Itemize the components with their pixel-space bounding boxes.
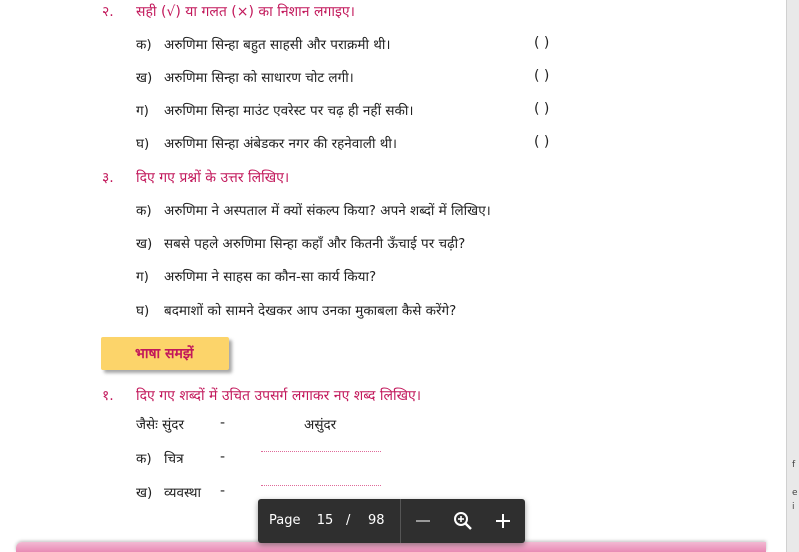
q2-number: २. [102, 4, 114, 20]
q3-item-text: अरुणिमा ने साहस का कौन-सा कार्य किया? [164, 269, 377, 285]
q2-item-label: क) [136, 37, 152, 53]
plus-icon [489, 507, 517, 535]
zoom-in-button[interactable] [489, 507, 517, 535]
q2-item-text: अरुणिमा सिन्हा को साधारण चोट लगी। [164, 70, 354, 86]
q2-item-label: घ) [136, 136, 150, 152]
zoom-search-icon [449, 507, 477, 535]
answer-bracket: ( ) [534, 68, 550, 84]
q3-item-label: ग) [136, 269, 149, 285]
example-label: जैसेः सुंदर [136, 417, 184, 433]
q3-item-text: अरुणिमा ने अस्पताल में क्यों संकल्प किया? अपने शब्दों में लिखिए। [164, 203, 491, 219]
q1-item-dash: - [220, 483, 226, 499]
q3-item-label: ख) [136, 236, 153, 252]
q1-instruction: दिए गए शब्दों में उचित उपसर्ग लगाकर नए शब्द लिखिए। [136, 388, 422, 404]
answer-bracket: ( ) [534, 101, 550, 117]
section-heading-tag [101, 337, 229, 370]
q2-item-text: अरुणिमा सिन्हा अंबेडकर नगर की रहनेवाली थी। [164, 136, 397, 152]
example-answer: असुंदर [304, 417, 337, 433]
q1-number: १. [102, 388, 114, 404]
q1-item-word: चित्र [164, 451, 184, 467]
answer-bracket: ( ) [534, 35, 550, 51]
toolbar-divider [400, 499, 401, 543]
q2-item-label: ग) [136, 103, 149, 119]
q2-item-text: अरुणिमा सिन्हा माउंट एवरेस्ट पर चढ़ ही नहीं सकी। [164, 103, 414, 119]
q3-instruction: दिए गए प्रश्नों के उत्तर लिखिए। [136, 170, 290, 186]
page-footer-band [16, 542, 766, 552]
answer-bracket: ( ) [534, 134, 550, 150]
page-separator: / [346, 513, 351, 528]
q3-item-label: घ) [136, 303, 150, 319]
adjacent-page-text: e [792, 488, 798, 498]
total-pages: 98 [368, 513, 385, 528]
minus-icon [409, 507, 437, 535]
q3-number: ३. [102, 170, 114, 186]
pdf-toolbar [258, 499, 525, 543]
adjacent-page-text: f [792, 460, 796, 470]
q3-item-text: बदमाशों को सामने देखकर आप उनका मुकाबला कैसे करेंगे? [164, 303, 457, 319]
adjacent-page-text: i [792, 502, 795, 512]
example-dash: - [220, 415, 226, 431]
q3-item-label: क) [136, 203, 152, 219]
q1-item-label: ख) [136, 485, 153, 501]
q2-item-label: ख) [136, 70, 153, 86]
answer-blank-line [261, 485, 381, 486]
page-label: Page [269, 513, 301, 528]
section-title: भाषा समझें [135, 346, 194, 362]
q2-instruction: सही (√) या गलत (×) का निशान लगाइए। [136, 4, 355, 20]
q1-item-label: क) [136, 451, 152, 467]
zoom-fit-button[interactable] [449, 507, 477, 535]
q1-item-dash: - [220, 449, 226, 465]
q2-item-text: अरुणिमा सिन्हा बहुत साहसी और पराक्रमी थी। [164, 37, 391, 53]
page-number-input[interactable] [314, 511, 336, 529]
q3-item-text: सबसे पहले अरुणिमा सिन्हा कहाँ और कितनी ऊँचाई पर चढ़ी? [164, 236, 466, 252]
answer-blank-line [261, 451, 381, 452]
zoom-out-button[interactable] [409, 507, 437, 535]
q1-item-word: व्यवस्था [164, 485, 202, 501]
